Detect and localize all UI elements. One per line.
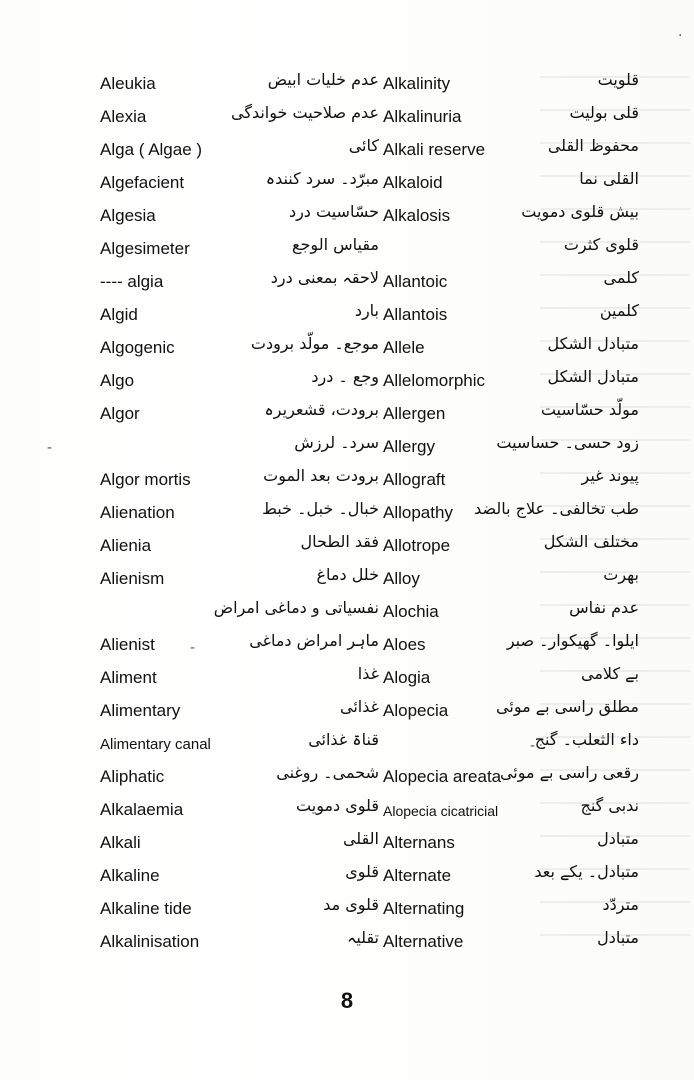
- urdu-term-right: متبادل الشکل: [547, 334, 639, 353]
- entry-row: [0, 233, 694, 266]
- entry-row: [0, 299, 694, 332]
- entry-row: [0, 68, 694, 101]
- english-term-left: Alkaline tide: [100, 899, 192, 918]
- urdu-term-left: خبال۔ خبل۔ خبط: [262, 499, 379, 518]
- english-term-left: Algo: [100, 371, 135, 390]
- entry-row: [0, 827, 694, 860]
- entry-row: [0, 200, 694, 233]
- urdu-term-left: عدم صلاحیت خواندگی: [231, 103, 379, 122]
- entry-row: [0, 728, 694, 761]
- urdu-term-left: غذائی: [340, 697, 379, 716]
- english-term-left: Alimentary canal: [100, 736, 211, 753]
- english-term-left: Algesia: [100, 206, 156, 225]
- english-term-right: Allopathy: [383, 503, 453, 522]
- english-term-right: Alochia: [383, 602, 439, 621]
- urdu-term-right: کلمی: [603, 268, 639, 287]
- entry-row: [0, 431, 694, 464]
- urdu-term-left: مبرّد۔ سرد کنندہ: [265, 169, 379, 188]
- english-term-left: Alkalaemia: [100, 800, 184, 819]
- urdu-term-left: قناۃ غذائی: [308, 730, 379, 749]
- urdu-term-left: بارد: [354, 301, 379, 320]
- entry-row: [0, 365, 694, 398]
- urdu-term-right: داء الثعلب۔ گنج: [534, 730, 639, 749]
- margin-mark: -: [530, 738, 536, 754]
- english-term-right: Allantois: [383, 305, 448, 324]
- english-term-right: Alternating: [383, 899, 465, 918]
- english-term-right: Alogia: [383, 668, 431, 687]
- english-term-left: Alimentary: [100, 701, 181, 720]
- urdu-term-right: قلی بولیت: [569, 103, 639, 122]
- english-term-right: Allergy: [383, 437, 435, 456]
- entry-row: [0, 332, 694, 365]
- english-term-right: Alkaloid: [383, 173, 443, 192]
- english-term-right: Alkalinity: [383, 74, 451, 93]
- english-term-right: Alternative: [383, 932, 464, 951]
- entry-row: [0, 596, 694, 629]
- urdu-term-right: رقعی راسی بے موئی: [499, 763, 639, 782]
- english-term-right: Alkalinuria: [383, 107, 462, 126]
- english-term-left: Alga ( Algae ): [100, 140, 203, 159]
- urdu-term-left: حسّاسیت درد: [288, 202, 379, 221]
- urdu-term-right: عدم نفاس: [569, 598, 639, 617]
- urdu-term-right: بیش قلوی دمویت: [521, 202, 639, 221]
- urdu-term-left: تقلیہ: [346, 928, 379, 947]
- urdu-term-left: وجع ۔ درد: [311, 367, 379, 386]
- urdu-term-right: ایلوا۔ گھیکوار۔ صبر: [506, 631, 639, 650]
- english-term-left: Alienism: [100, 569, 165, 588]
- entry-row: [0, 530, 694, 563]
- english-term-right: Alkalosis: [383, 206, 451, 225]
- entry-row: [0, 695, 694, 728]
- english-term-right: Allantoic: [383, 272, 448, 291]
- urdu-term-right: متبادل الشکل: [547, 367, 639, 386]
- urdu-term-left: سرد۔ لرزش: [294, 433, 379, 452]
- urdu-term-right: محفوظ القلی: [547, 136, 639, 155]
- urdu-term-left: فقد الطحال: [300, 532, 379, 551]
- english-term-right: Alopecia cicatricial: [383, 803, 499, 819]
- english-term-right: Alloy: [383, 569, 420, 588]
- english-term-left: Algesimeter: [100, 239, 190, 258]
- english-term-left: Algid: [100, 305, 138, 324]
- entry-row: [0, 629, 694, 662]
- english-term-left: Aliphatic: [100, 767, 165, 786]
- urdu-term-left: لاحقہ بمعنی درد: [270, 268, 379, 287]
- urdu-term-left: عدم خلیات ابیض: [267, 70, 379, 89]
- entry-row: [0, 101, 694, 134]
- english-term-right: Allergen: [383, 404, 446, 423]
- urdu-term-left: مقیاس الوجع: [292, 235, 379, 254]
- entry-row: [0, 893, 694, 926]
- urdu-term-left: موجع۔ مولّد برودت: [250, 334, 379, 353]
- urdu-term-right: مطلق راسی بے موئی: [496, 697, 639, 716]
- urdu-term-left: نفسیاتی و دماغی امراض: [213, 598, 379, 617]
- english-term-right: Allograft: [383, 470, 446, 489]
- english-term-left: Alkali: [100, 833, 141, 852]
- english-term-left: Aliment: [100, 668, 157, 687]
- english-term-left: Alkalinisation: [100, 932, 200, 951]
- urdu-term-right: مولّد حسّاسیت: [540, 400, 639, 419]
- english-term-right: Allele: [383, 338, 425, 357]
- english-term-left: Algor: [100, 404, 140, 423]
- entry-row: [0, 761, 694, 794]
- entry-row: [0, 662, 694, 695]
- urdu-term-left: قلوی دمویت: [296, 796, 379, 815]
- urdu-term-right: قلوی کثرت: [563, 235, 639, 254]
- urdu-term-left: قلوی: [345, 862, 379, 881]
- english-term-right: Allotrope: [383, 536, 451, 555]
- english-term-right: Alkali reserve: [383, 140, 486, 159]
- english-term-right: Alopecia: [383, 701, 449, 720]
- english-term-left: Algor mortis: [100, 470, 191, 489]
- urdu-term-left: خلل دماغ: [316, 565, 379, 584]
- urdu-term-right: طب تخالفی۔ علاج بالضد: [474, 499, 639, 518]
- english-term-left: Algogenic: [100, 338, 175, 357]
- entry-row: [0, 134, 694, 167]
- english-term-left: ---- algia: [100, 272, 164, 291]
- urdu-term-left: شحمی۔ روغنی: [276, 763, 379, 782]
- english-term-right: Alternans: [383, 833, 455, 852]
- page-number: 8: [340, 988, 354, 1013]
- urdu-term-right: قلویت: [597, 70, 639, 89]
- english-term-left: Alienia: [100, 536, 152, 555]
- urdu-term-left: القلی: [342, 829, 379, 848]
- urdu-term-right: کلمین: [599, 301, 639, 320]
- english-term-left: Alienist: [100, 635, 155, 654]
- entry-row: [0, 497, 694, 530]
- urdu-term-right: القلی نما: [579, 169, 639, 188]
- urdu-term-right: متبادل۔ یکے بعد: [534, 862, 639, 881]
- entry-row: [0, 464, 694, 497]
- entry-row: [0, 563, 694, 596]
- urdu-term-right: بے کلامی: [581, 664, 639, 683]
- urdu-term-right: متبادل: [597, 829, 639, 848]
- urdu-term-right: ندبی گنج: [580, 796, 639, 815]
- entry-row: [0, 167, 694, 200]
- english-term-right: Allelomorphic: [383, 371, 486, 390]
- urdu-term-left: ماہر امراض دماغی: [249, 631, 379, 650]
- urdu-term-right: متردّد: [602, 895, 639, 914]
- urdu-term-left: غذا: [357, 664, 379, 683]
- margin-mark: -: [47, 440, 53, 456]
- urdu-term-left: برودت بعد الموت: [263, 466, 379, 485]
- urdu-term-right: مختلف الشکل: [543, 532, 639, 551]
- urdu-term-right: متبادل: [597, 928, 639, 947]
- english-term-left: Alkaline: [100, 866, 160, 885]
- urdu-term-right: بھرت: [603, 565, 639, 584]
- english-term-right: Aloes: [383, 635, 426, 654]
- margin-mark: -: [190, 640, 196, 656]
- margin-mark: ·: [678, 28, 683, 44]
- entry-row: [0, 398, 694, 431]
- english-term-left: Alexia: [100, 107, 147, 126]
- urdu-term-left: قلوی مد: [323, 895, 379, 914]
- english-term-right: Alopecia areata: [383, 767, 502, 786]
- english-term-left: Aleukia: [100, 74, 156, 93]
- english-term-right: Alternate: [383, 866, 452, 885]
- urdu-term-left: برودت، قشعریرہ: [264, 400, 379, 419]
- english-term-left: Algefacient: [100, 173, 185, 192]
- entry-row: [0, 926, 694, 959]
- urdu-term-right: زود حسی۔ حساسیت: [496, 433, 639, 452]
- entry-row: [0, 266, 694, 299]
- urdu-term-right: پیوند غیر: [581, 466, 639, 485]
- entry-row: [0, 860, 694, 893]
- english-term-left: Alienation: [100, 503, 175, 522]
- entry-row: [0, 794, 694, 827]
- urdu-term-left: کائی: [348, 136, 379, 155]
